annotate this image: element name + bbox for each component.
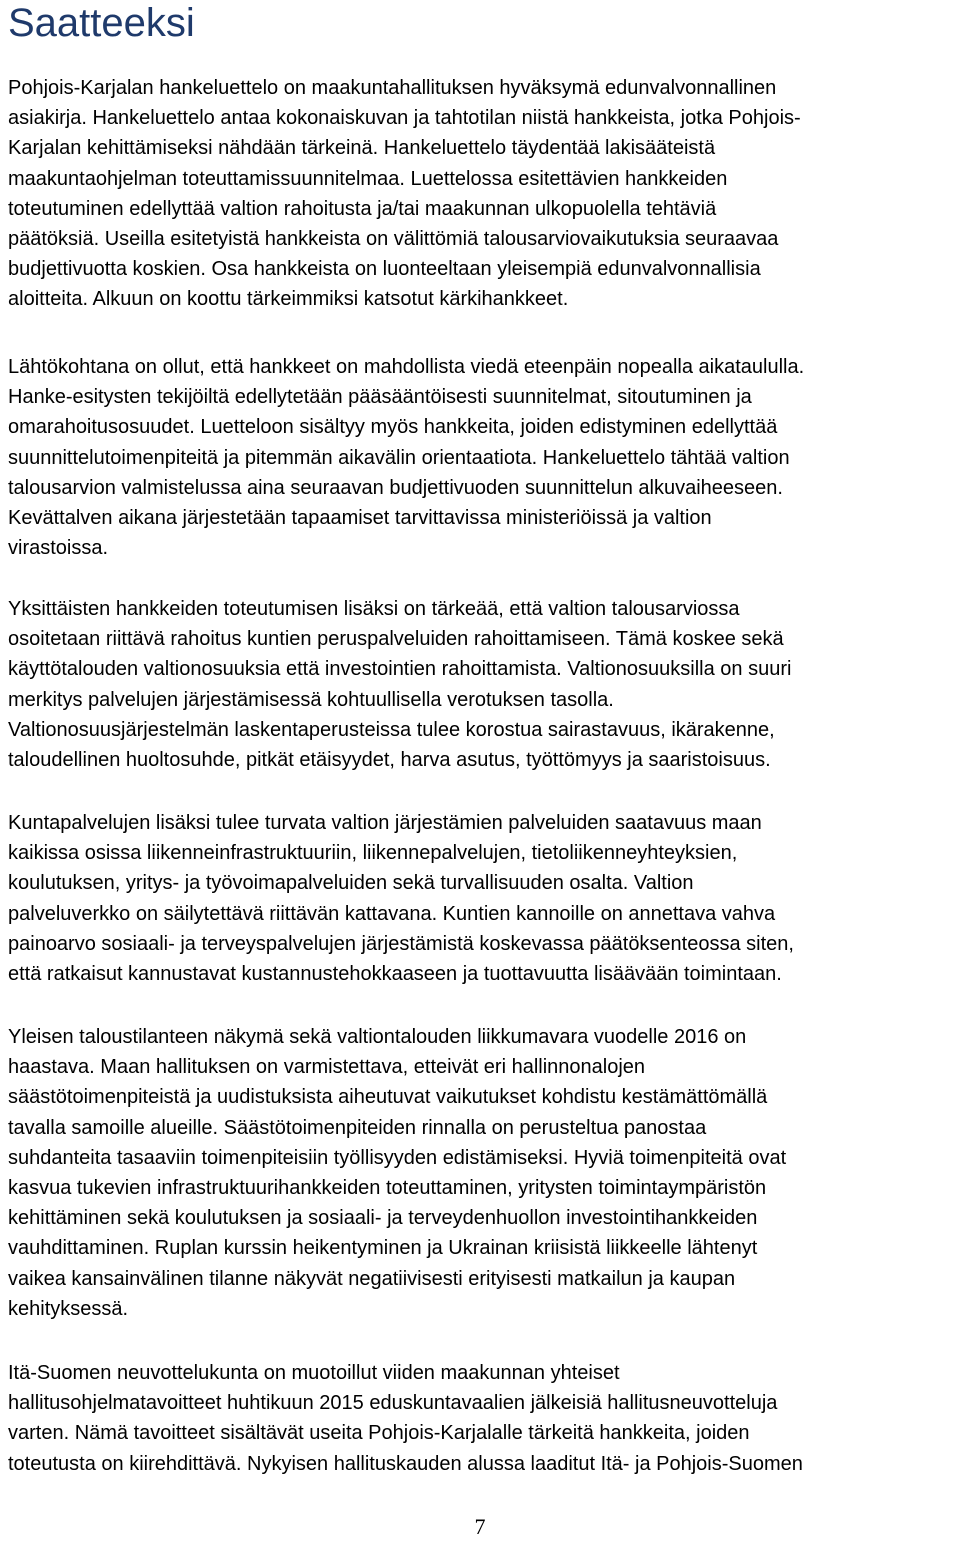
paragraph-starting-point	[8, 352, 958, 563]
text-line: säästötoimenpiteistä ja uudistuksista aiheutuvat vaikutukset kohdistu kestämättömällä	[8, 1086, 768, 1109]
paragraph-state-funding	[8, 594, 958, 775]
text-line: maakuntaohjelman toteuttamissuunnitelmaa. Luettelossa esitettävien hankkeiden	[8, 167, 728, 190]
text-line: että ratkaisut kannustavat kustannustehokkaaseen ja tuottavuutta lisäävään toimintaan.	[8, 963, 782, 986]
text-line: kaikissa osissa liikenneinfrastruktuuriin, liikennepalvelujen, tietoliikenneyhteyksien,	[8, 842, 738, 865]
text-line: käyttötalouden valtionosuuksia että investointien rahoittamista. Valtionosuuksilla on suuri	[8, 658, 792, 681]
text-line: varten. Nämä tavoitteet sisältävät useita Pohjois-Karjalalle tärkeitä hankkeita, joiden	[8, 1422, 750, 1445]
page-number: 7	[474, 1514, 486, 1539]
text-line: päätöksiä. Useilla esitetyistä hankkeista on välittömiä talousarviovaikutuksia seuraavaa	[8, 228, 779, 251]
text-line: Yksittäisten hankkeiden toteutumisen lisäksi on tärkeää, että valtion talousarviossa	[8, 598, 740, 620]
text-line: kehittäminen sekä koulutuksen ja sosiaali- ja terveydenhuollon investointihankkeiden	[8, 1207, 758, 1230]
text-line: Kevättalven aikana järjestetään tapaamiset tarvittavissa ministeriöissä ja valtion	[8, 507, 712, 530]
text-line: toteutuminen edellyttää valtion rahoitusta ja/tai maakunnan ulkopuolella tehtäviä	[8, 197, 717, 220]
text-line: suunnittelutoimenpiteitä ja pitemmän aikavälin orientaatiota. Hankeluettelo tähtää valtion	[8, 446, 790, 469]
paragraph-intro	[8, 73, 958, 315]
text-line: Valtionosuusjärjestelmän laskentaperusteissa tulee korostua sairastavuus, ikärakenne,	[8, 718, 775, 741]
text-line: osoitetaan riittävä rahoitus kuntien peruspalveluiden rahoittamiseen. Tämä koskee sekä	[8, 628, 784, 651]
text-line: painoarvo sosiaali- ja terveyspalvelujen järjestämistä koskevassa päätöksenteossa siten,	[8, 932, 794, 955]
text-line: vauhdittaminen. Ruplan kurssin heikentyminen ja Ukrainan kriisistä liikkeelle lähtenyt	[8, 1237, 758, 1260]
text-line: Pohjois-Karjalan hankeluettelo on maakuntahallituksen hyväksymä edunvalvonnallinen	[8, 77, 777, 99]
text-line: haastava. Maan hallituksen on varmistettava, etteivät eri hallinnonalojen	[8, 1056, 646, 1079]
text-line: Kuntapalvelujen lisäksi tulee turvata valtion järjestämien palveluiden saatavuus maan	[8, 812, 762, 834]
text-line: merkitys palvelujen järjestämisessä kohtuullisella verotuksen tasolla.	[8, 688, 614, 711]
paragraph-east-finland	[8, 1358, 960, 1479]
text-line: tavalla samoille alueille. Säästötoimenpiteiden rinnalla on perusteltua panostaa	[8, 1116, 707, 1139]
text-line: vaikea kansainvälinen tilanne näkyvät negatiivisesti erityisesti matkailun ja kaupan	[8, 1267, 736, 1290]
text-line: suhdanteita tasaaviin toimenpiteisiin työllisyyden edistämiseksi. Hyviä toimenpiteitä ovat	[8, 1146, 787, 1169]
text-line: toteutusta on kiirehdittävä. Nykyisen hallituskauden alussa laaditut Itä- ja Pohjois-Suomen	[8, 1452, 803, 1475]
text-line: Yleisen taloustilanteen näkymä sekä valtiontalouden liikkumavara vuodelle 2016 on	[8, 1026, 747, 1048]
text-line: Karjalan kehittämiseksi nähdään tärkeinä. Hankeluettelo täydentää lakisääteistä	[8, 137, 716, 160]
text-line: koulutuksen, yritys- ja työvoimapalveluiden sekä turvallisuuden osalta. Valtion	[8, 872, 694, 895]
text-line: aloitteita. Alkuun on koottu tärkeimmiksi katsotut kärkihankkeet.	[8, 288, 569, 311]
text-line: asiakirja. Hankeluettelo antaa kokonaiskuvan ja tahtotilan niistä hankkeista, jotka Pohjois-	[8, 107, 801, 130]
text-line: kehityksessä.	[8, 1297, 129, 1320]
text-line: hallitusohjelmatavoitteet huhtikuun 2015 eduskuntavaalien jälkeisiä hallitusneuvotteluja	[8, 1392, 778, 1415]
text-line: kasvua tukevien infrastruktuurihankkeiden toteuttaminen, yritysten toimintaympäristön	[8, 1177, 767, 1200]
paragraph-economic-outlook	[8, 1022, 958, 1324]
text-line: talousarvion valmistelussa aina seuraavan budjettivuoden suunnittelun alkuvaiheeseen.	[8, 476, 783, 499]
paragraph-state-services	[8, 808, 958, 989]
text-line: omarahoitusosuudet. Luetteloon sisältyy myös hankkeita, joiden edistyminen edellyttää	[8, 416, 778, 439]
text-line: virastoissa.	[8, 537, 109, 560]
text-line: Lähtökohtana on ollut, että hankkeet on mahdollista viedä eteenpäin nopealla aikataululla.	[8, 356, 805, 378]
text-line: Itä-Suomen neuvottelukunta on muotoillut viiden maakunnan yhteiset	[8, 1362, 620, 1384]
text-line: taloudellinen huoltosuhde, pitkät etäisyydet, harva asutus, työttömyys ja saaristoisuus.	[8, 749, 771, 772]
text-line: Hanke-esitysten tekijöiltä edellytetään pääsääntöisesti suunnitelmat, sitoutuminen ja	[8, 386, 752, 409]
text-line: budjettivuotta koskien. Osa hankkeista on luonteeltaan yleisempiä edunvalvonnallisia	[8, 258, 761, 281]
text-line: palveluverkko on säilytettävä riittävän kattavana. Kuntien kannoille on annettava vahva	[8, 902, 776, 925]
page-title: Saatteeksi	[8, 1, 195, 45]
